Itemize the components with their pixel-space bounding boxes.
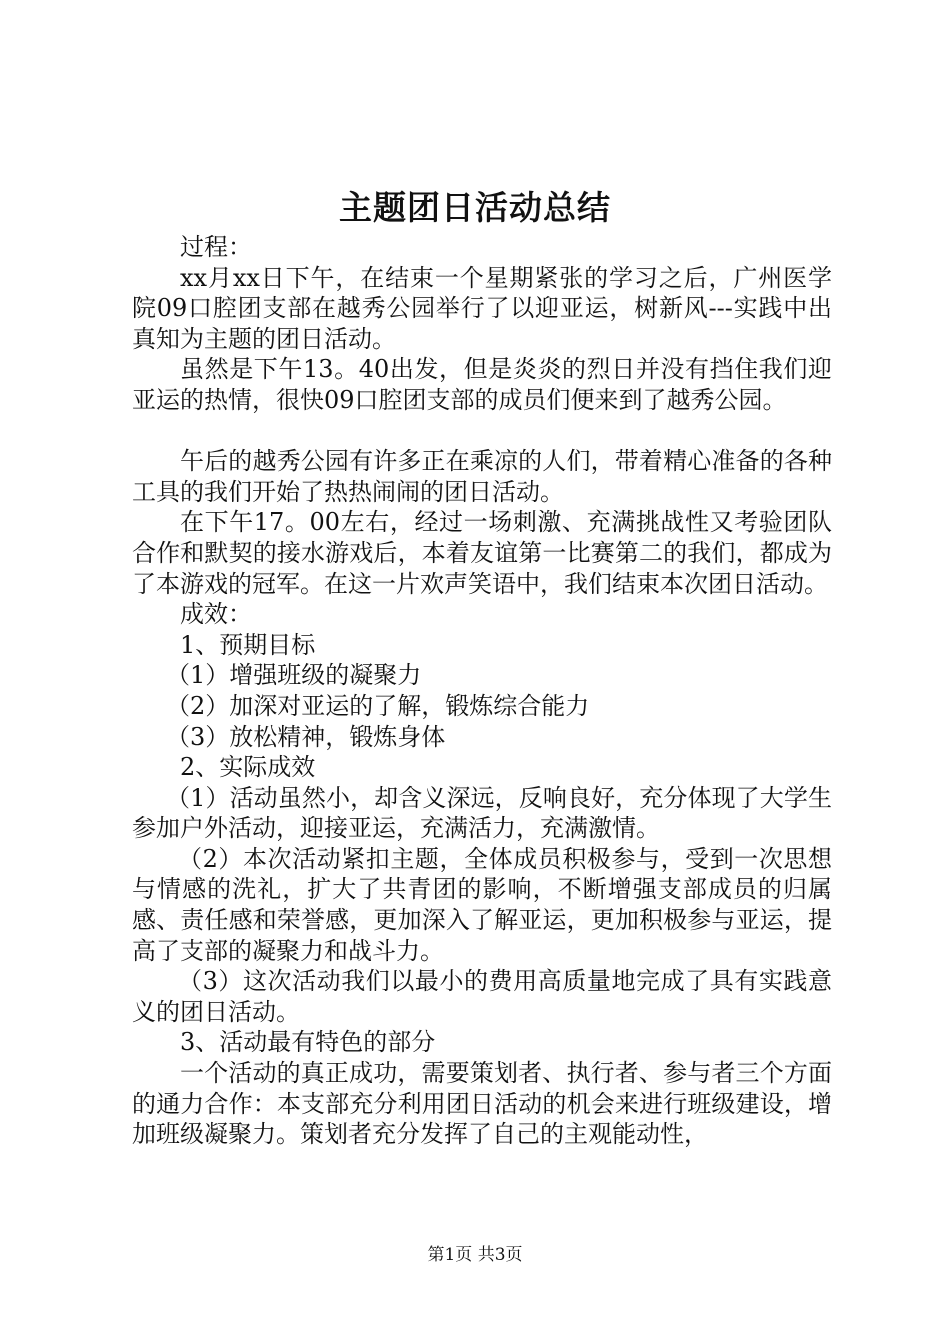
paragraph: 一个活动的真正成功，需要策划者、执行者、参与者三个方面的通力合作：本支部充分利用团日活动的机会来进行班级建设，增加班级凝聚力。策划者充分发挥了自己的主观能动性，: [132, 1059, 832, 1149]
list-item: （3）这次活动我们以最小的费用高质量地完成了具有实践意义的团日活动。: [132, 967, 832, 1026]
paragraph: 在下午17。00左右，经过一场刺激、充满挑战性又考验团队合作和默契的接水游戏后，本着友谊第一比赛第二的我们，都成为了本游戏的冠军。在这一片欢声笑语中，我们结束本次团日活动。: [132, 508, 832, 598]
document-body: [132, 232, 832, 1150]
paragraph: xx月xx日下午，在结束一个星期紧张的学习之后，广州医学院09口腔团支部在越秀公园举行了以迎亚运，树新风---实践中出真知为主题的团日活动。: [132, 263, 832, 353]
paragraph-section-heading: 2、实际成效: [180, 753, 316, 782]
paragraph: 午后的越秀公园有许多正在乘凉的人们，带着精心准备的各种工具的我们开始了热热闹闹的团日活动。: [132, 447, 832, 506]
list-item: （2）本次活动紧扣主题，全体成员积极参与，受到一次思想与情感的洗礼，扩大了共青团的影响，不断增强支部成员的归属感、责任感和荣誉感，更加深入了解亚运，更加积极参与亚运，提高了支部的凝聚力和战斗力。: [132, 844, 832, 965]
paragraph-results-heading: 成效：: [180, 600, 252, 629]
page-footer: 第1页 共3页: [427, 1245, 523, 1265]
list-item: （1）增强班级的凝聚力: [166, 661, 422, 690]
paragraph-gap: [132, 416, 832, 447]
document-title: 主题团日活动总结: [339, 188, 611, 227]
paragraph-section-heading: 1、预期目标: [180, 630, 316, 659]
paragraph-process-heading: 过程：: [180, 233, 252, 261]
list-item: （1）活动虽然小，却含义深远，反响良好，充分体现了大学生参加户外活动，迎接亚运，充满活力，充满激情。: [132, 783, 832, 843]
paragraph-section-heading: 3、活动最有特色的部分: [180, 1028, 436, 1057]
list-item: （3）放松精神，锻炼身体: [166, 722, 446, 751]
paragraph: 虽然是下午13。40出发，但是炎炎的烈日并没有挡住我们迎亚运的热情，很快09口腔团支部的成员们便来到了越秀公园。: [132, 355, 832, 414]
list-item: （2）加深对亚运的了解，锻炼综合能力: [166, 691, 590, 720]
